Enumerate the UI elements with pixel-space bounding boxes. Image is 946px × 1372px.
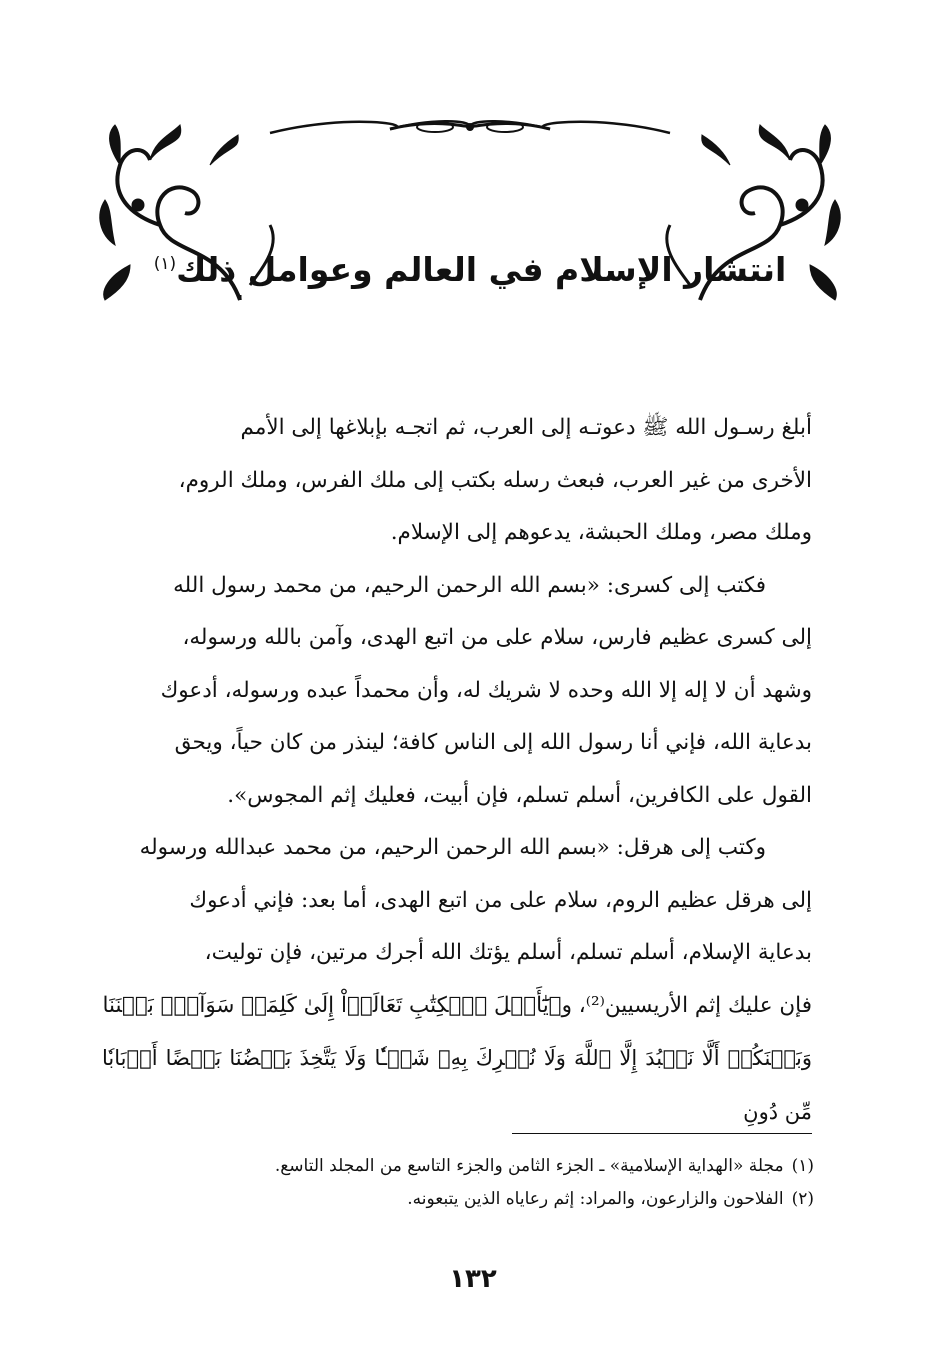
footnote-text: الفلاحون والزارعون، والمراد: إثم رعاياه الذين يتبعونه. — [407, 1189, 784, 1209]
page-number: ١٣٢ — [449, 1264, 497, 1294]
text-line: وشهد أن لا إله إلا الله وحده لا شريك له، وأن محمداً عبده ورسوله، أدعوك — [160, 677, 812, 703]
footnote-number: (١) — [791, 1156, 814, 1176]
paragraph — [102, 560, 812, 823]
text-line: إلى كسرى عظيم فارس، سلام على من اتبع الهدى، وآمن بالله ورسوله، — [182, 625, 812, 650]
footnote-divider — [512, 1133, 812, 1134]
text-line: وَبَيۡنَكُمۡ أَلَّا نَعۡبُدَ إِلَّا ٱللَّهَ وَلَا نُشۡرِكَ بِهِۦ شَيۡـٔٗا وَلَا يَتَّخِذَ بَعۡضُنَا بَعۡضًا أَرۡبَابٗا مِّن دُونِ — [102, 1046, 812, 1124]
footnote-item — [102, 1150, 814, 1183]
text-line: وملك مصر، وملك الحبشة، يدعوهم إلى الإسلام. — [390, 520, 812, 545]
text-line: أبلغ رسـول الله ﷺ دعوتـه إلى العرب، ثم اتجـه بإبلاغها إلى الأمم — [240, 415, 812, 440]
text-line: فكتب إلى كسرى: «بسم الله الرحمن الرحيم، من محمد رسول الله — [173, 572, 766, 598]
footnote-text: مجلة «الهداية الإسلامية» ـ الجزء الثامن والجزء التاسع من المجلد التاسع. — [274, 1156, 784, 1176]
paragraph — [102, 822, 812, 1139]
page-title-text: انتشار الإسلام في العالم وعوامل ذلك — [176, 250, 787, 289]
text-line: إلى هرقل عظيم الروم، سلام على من اتبع الهدى، أما بعد: فإني أدعوك — [189, 887, 812, 913]
paragraph — [102, 402, 812, 560]
text-line: فإن عليك إثم الأريسيين⁽²⁾، و﴿يَٰٓأَهۡلَ ٱلۡكِتَٰبِ تَعَالَوۡاْ إِلَىٰ كَلِمَةٖ سَوَآءِۭ بَيۡنَنَا — [102, 992, 812, 1018]
text-line: الأخرى من غير العرب، فبعث رسله بكتب إلى ملك الفرس، وملك الروم، — [178, 467, 812, 493]
body-text — [102, 402, 812, 1139]
text-line: وكتب إلى هرقل: «بسم الله الرحمن الرحيم، من محمد عبدالله ورسوله — [139, 835, 766, 860]
footnotes — [102, 1150, 814, 1216]
page-title — [150, 238, 790, 296]
text-line: القول على الكافرين، أسلم تسلم، فإن أبيت، فعليك إثم المجوس». — [227, 782, 812, 808]
title-footnote-ref: (١) — [153, 254, 177, 274]
text-line: بدعاية الله، فإني أنا رسول الله إلى الناس كافة؛ لينذر من كان حياً، ويحق — [174, 730, 812, 755]
footnote-number: (٢) — [791, 1189, 814, 1209]
text-line: بدعاية الإسلام، أسلم تسلم، أسلم يؤتك الله أجرك مرتين، فإن توليت، — [204, 940, 812, 965]
footnote-item — [102, 1183, 814, 1216]
